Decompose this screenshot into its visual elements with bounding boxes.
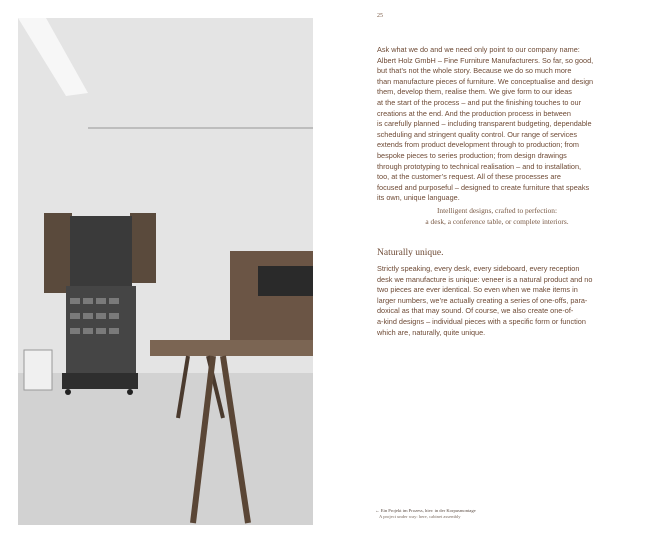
page-number: 25	[377, 13, 383, 19]
intro-paragraph: Ask what we do and we need only point to our company name: Albert Holz GmbH – Fine Furniture Manufacturers. So far, so good, but that’s not the whole story. Because we do so much more than manufacture pieces of furniture. We conceptualise and design them, develop them, realise them. We give form to our ideas at the start of the process – and put the finishing touches to our creations at the end. And the production process in between is carefully planned – including transparent budgeting, dependable scheduling and stringent quality control. Our range of services extends from product development through to production; from bespoke pieces to series production; from design drawings through prototyping to technical realisation – and to installation, too, at the customer’s request. All of these processes are focused and purposeful – designed to create furniture that speaks its own, unique language.	[377, 45, 594, 203]
pull-quote: Intelligent designs, crafted to perfection: a desk, a conference table, or complete interiors.	[425, 206, 569, 226]
section-paragraph: Strictly speaking, every desk, every sideboard, every reception desk we manufacture is unique: veneer is a natural product and no two pieces are ever identical. So even when we make items in larger numbers, we’re actually creating a series of one-offs, para- doxical as that may sound. Of course, we also create one-of- a-kind designs – individual pieces with a specific form or function which are, naturally, quite unique.	[377, 264, 593, 337]
workshop-photo	[18, 18, 313, 525]
caption-english: A project under way: here, cabinet assembly	[379, 514, 461, 519]
section-heading: Naturally unique.	[377, 248, 444, 258]
photo-caption	[375, 508, 575, 520]
caption-german: ← Ein Projekt im Prozess, hier: in der Korpusmontage	[375, 508, 476, 513]
